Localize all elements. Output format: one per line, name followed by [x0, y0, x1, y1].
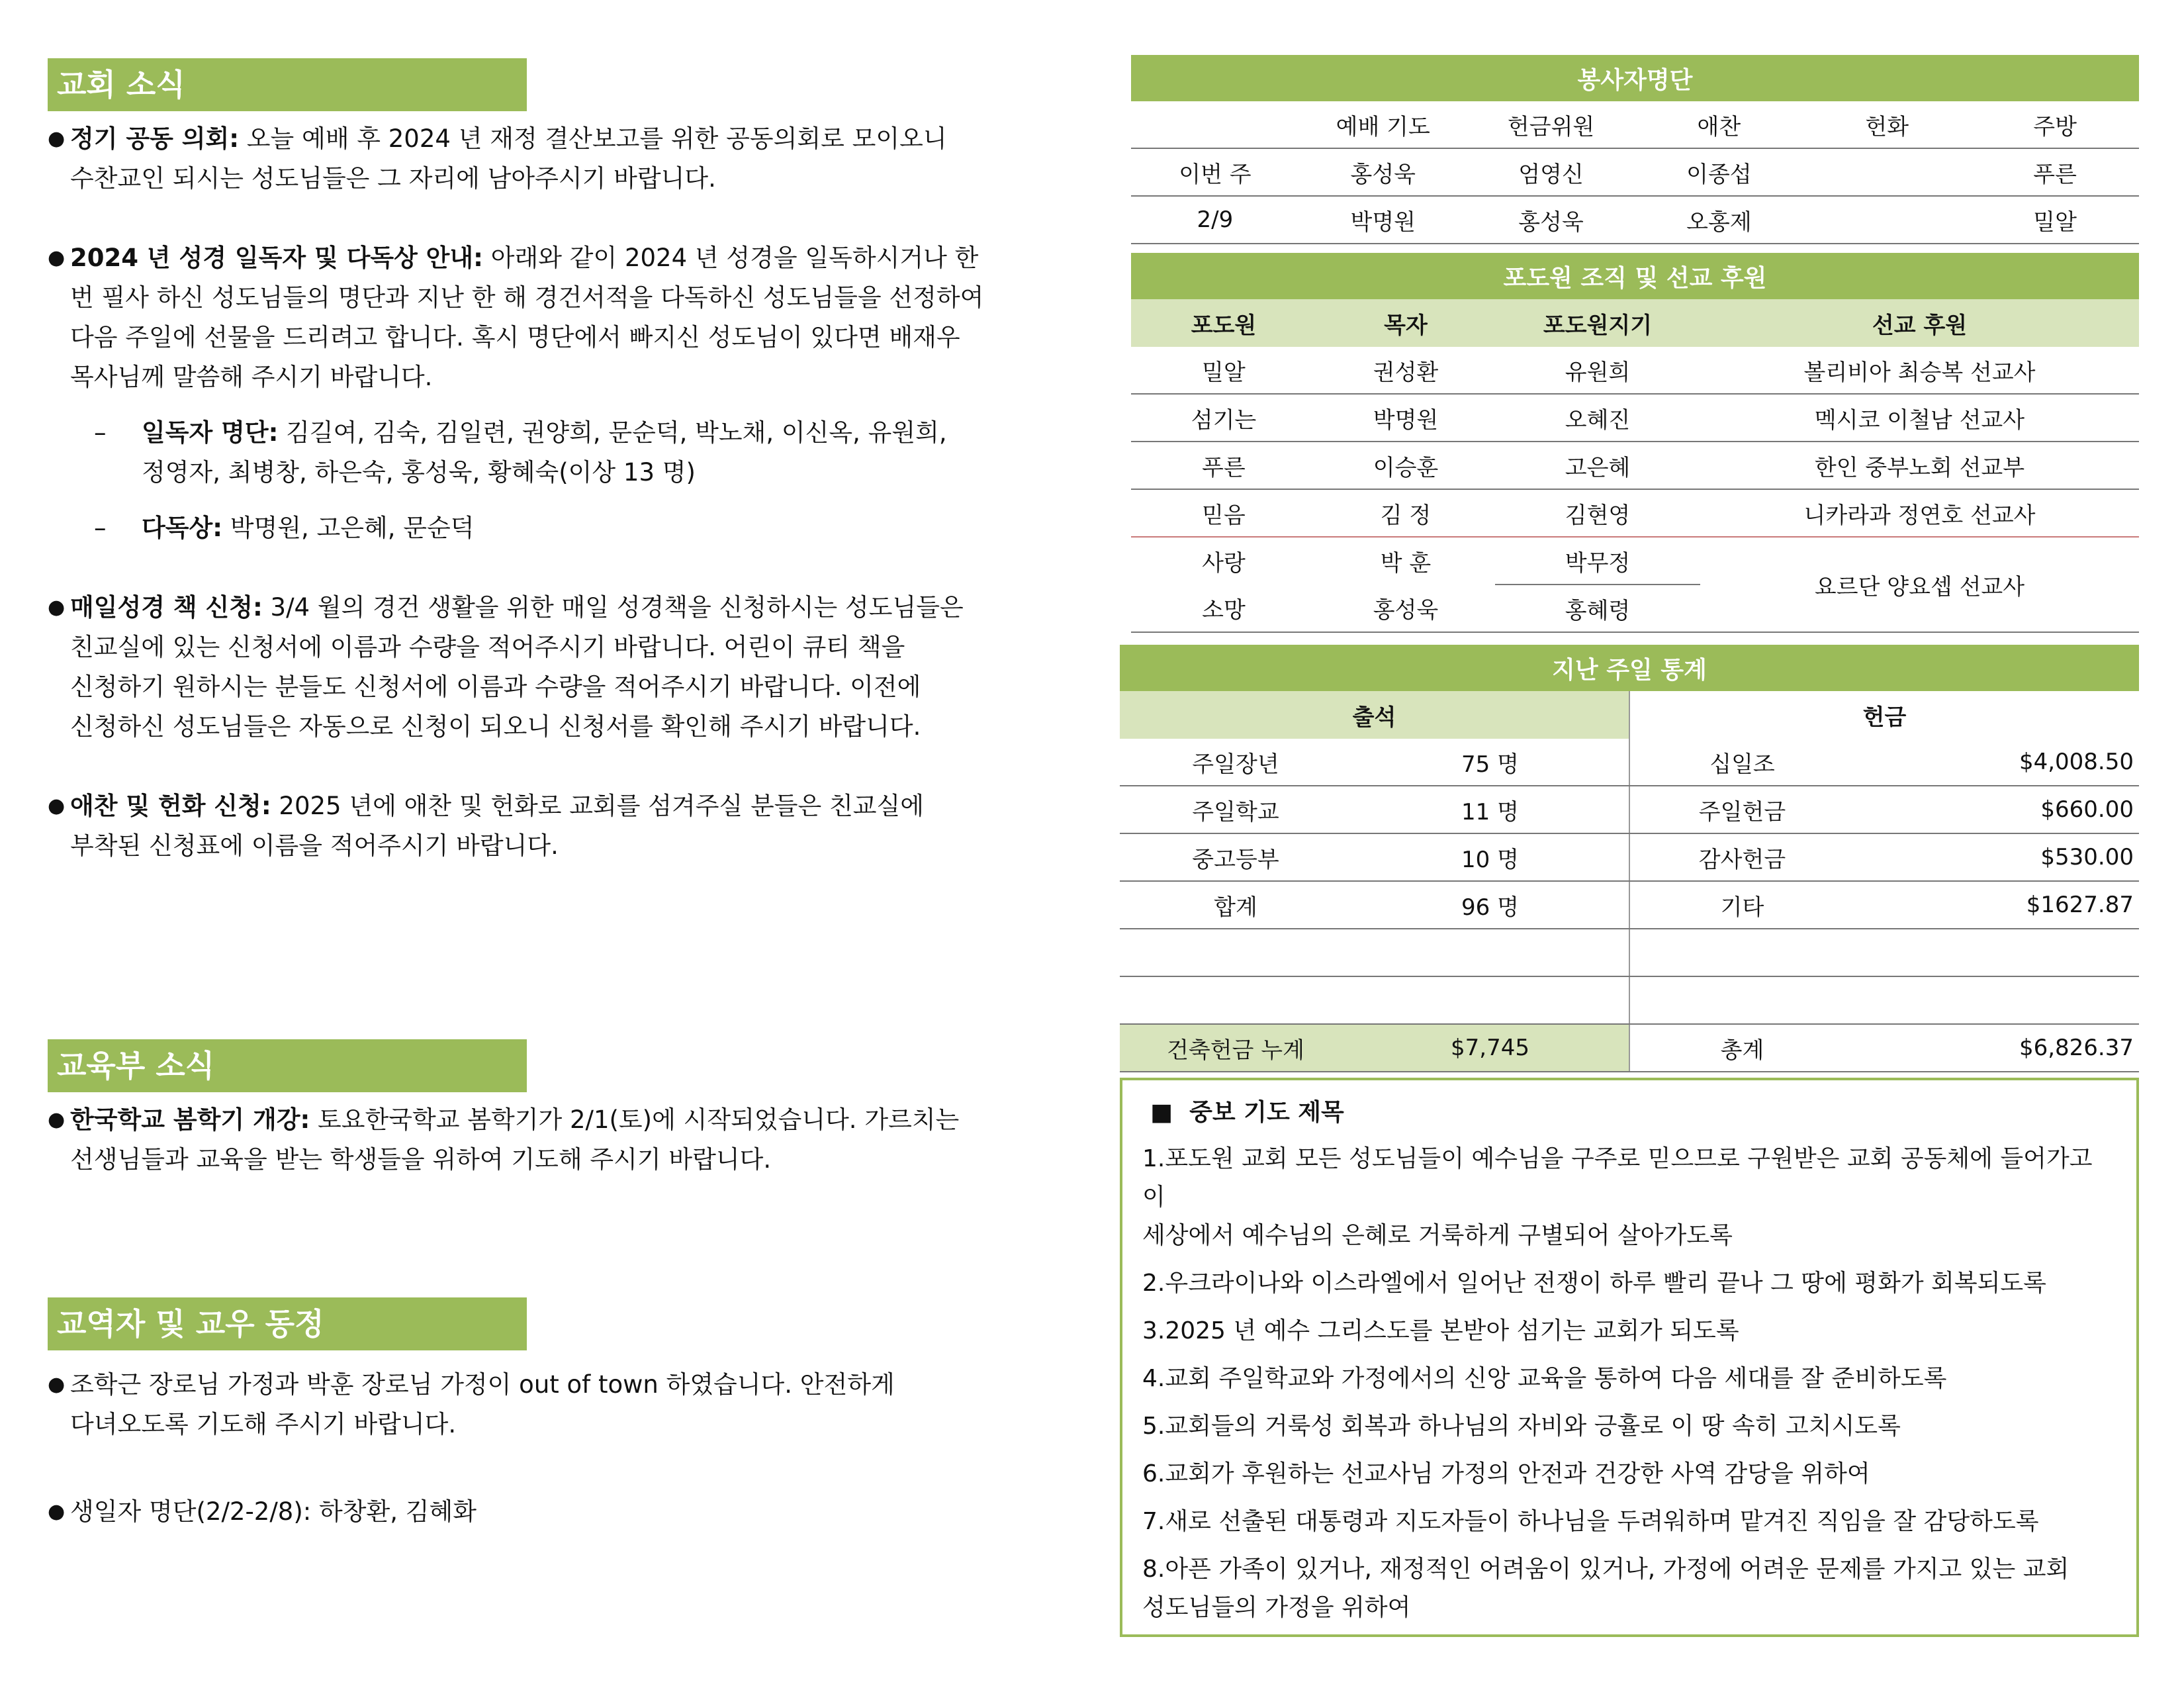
bullet-icon: ● [48, 794, 66, 818]
sub-item-readers-list: – 일독자 명단: 김길여, 김숙, 김일련, 권양희, 문순덕, 박노채, 이신옥, 유원희, 정영자, 최병창, 하은숙, 홍성욱, 황혜숙(이상 13 명) [48, 413, 1067, 492]
volunteers-table [1131, 55, 2139, 244]
prayer-item: 1.포도원 교회 모든 성도님들이 예수님을 구주로 믿으므로 구원받은 교회 공동체에 들어가고 이 세상에서 예수님의 은혜로 거룩하게 구별되어 살아가도록 [1142, 1145, 2093, 1249]
table-row: 주일학교 11 명 주일헌금 $660.00 [1120, 786, 2139, 833]
news-item-title: 애찬 및 헌화 신청: [70, 792, 271, 820]
bullet-icon: ● [48, 1500, 66, 1523]
volunteers-header: 애찬 [1635, 101, 1803, 148]
vineyard-header: 목자 [1316, 299, 1495, 347]
volunteers-header: 예배 기도 [1299, 101, 1467, 148]
square-bullet-icon: ■ [1150, 1099, 1173, 1126]
prayer-item: 8.아픈 가족이 있거나, 재정적인 어려움이 있거나, 가정에 어려운 문제를 가지고 있는 교회 성도님들의 가정을 위하여 [1142, 1556, 2070, 1621]
table-row: 주일장년 75 명 십일조 $4,008.50 [1120, 739, 2139, 786]
building-fund-value: $7,745 [1351, 1024, 1629, 1072]
table-row: 소망 홍성욱 홍혜령 [1131, 585, 2139, 632]
stats-total-row [1120, 1024, 2139, 1072]
news-item-title: 정기 공동 의회: [70, 124, 240, 153]
table-row: 믿음 김 정 김현영 니카라과 정연호 선교사 [1131, 489, 2139, 537]
table-row [1120, 976, 2139, 1024]
bullet-icon: ● [48, 1373, 66, 1396]
prayer-item: 4.교회 주일학교와 가정에서의 신앙 교육을 통하여 다음 세대를 잘 준비하도록 [1142, 1365, 1947, 1392]
education-news-heading: 교육부 소식 [48, 1039, 527, 1092]
news-item-out-of-town: ● 조학근 장로님 가정과 박훈 장로님 가정이 out of town 하였습니다. 안전하게 다녀오도록 기도해 주시기 바랍니다. [48, 1365, 1067, 1444]
vineyard-title: 포도원 조직 및 선교 후원 [1131, 253, 2139, 299]
left-column [48, 58, 1067, 1532]
church-news-heading: 교회 소식 [48, 58, 527, 111]
members-news-heading: 교역자 및 교우 동정 [48, 1297, 527, 1350]
prayer-item: 5.교회들의 거룩성 회복과 하나님의 자비와 긍휼로 이 땅 속히 고치시도록 [1142, 1413, 1901, 1440]
vineyard-header: 포도원 [1131, 299, 1316, 347]
total-label: 총계 [1629, 1024, 1854, 1072]
table-row: 밀알 권성환 유원희 볼리비아 최승복 선교사 [1131, 347, 2139, 394]
prayer-item: 3.2025 년 예수 그리스도를 본받아 섬기는 교회가 되도록 [1142, 1317, 1739, 1344]
news-item-daily-bible: ● 매일성경 책 신청: 3/4 월의 경건 생활을 위한 매일 성경책을 신청하시는 성도님들은 친교실에 있는 신청서에 이름과 수량을 적어주시기 바랍니다. 어린이 큐티 책을 신청하기 원하시는 분들도 신청서에 이름과 수량을 적어주시기 바랍니다. 이전에 신청하신 성도님들은 자동으로 신청이 되오니 신청서를 확인해 주시기 바랍니다. [48, 588, 1067, 747]
volunteers-header: 주방 [1971, 101, 2139, 148]
news-item-birthdays: ● 생일자 명단(2/2-2/8): 하창환, 김혜화 [48, 1492, 1067, 1532]
prayer-heading: ■ 중보 기도 제목 [1150, 1099, 1344, 1126]
volunteers-header [1131, 101, 1299, 148]
vineyard-header: 포도원지기 [1495, 299, 1700, 347]
merged-mission-cell: 요르단 양요셉 선교사 [1700, 537, 2139, 632]
vineyard-table [1131, 253, 2139, 633]
stats-title: 지난 주일 통계 [1120, 645, 2139, 691]
dash-icon: – [94, 514, 107, 542]
news-item-bible-reading: ● 2024 년 성경 일독자 및 다독상 안내: 아래와 같이 2024 년 성경을 일독하시거나 한 번 필사 하신 성도님들의 명단과 지난 한 해 경건서적을 다독하신 성도님들을 선정하여 다음 주일에 선물을 드리려고 합니다. 혹시 명단에서 빠지신 성도님이 있다면 배재우 목사님께 말씀해 주시기 바랍니다. [48, 238, 1067, 397]
news-item-fellowship-flowers: ● 애찬 및 헌화 신청: 2025 년에 애찬 및 헌화로 교회를 섬겨주실 분들은 친교실에 부착된 신청표에 이름을 적어주시기 바랍니다. [48, 786, 1067, 866]
building-fund-label: 건축헌금 누계 [1120, 1024, 1351, 1072]
volunteers-header: 헌금위원 [1467, 101, 1635, 148]
table-row: 푸른 이승훈 고은혜 한인 중부노회 선교부 [1131, 442, 2139, 489]
stats-table [1120, 645, 2139, 1072]
table-row [1120, 929, 2139, 976]
news-item-korean-school: ● 한국학교 봄학기 개강: 토요한국학교 봄학기가 2/1(토)에 시작되었습니다. 가르치는 선생님들과 교육을 받는 학생들을 위하여 기도해 주시기 바랍니다. [48, 1100, 1067, 1180]
table-row: 합계 96 명 기타 $1627.87 [1120, 881, 2139, 929]
vineyard-header: 선교 후원 [1700, 299, 2139, 347]
table-row: 중고등부 10 명 감사헌금 $530.00 [1120, 833, 2139, 881]
attendance-header: 출석 [1120, 691, 1629, 739]
bullet-icon: ● [48, 1108, 66, 1131]
prayer-item: 2.우크라이나와 이스라엘에서 일어난 전쟁이 하루 빨리 끝나 그 땅에 평화가 회복되도록 [1142, 1270, 2046, 1297]
dash-icon: – [94, 418, 107, 447]
news-item-title: 매일성경 책 신청: [70, 593, 263, 622]
sub-item-title: 다독상: [142, 514, 223, 542]
table-row: 이번 주 홍성욱 엄영신 이종섭 푸른 [1131, 148, 2139, 196]
bullet-icon: ● [48, 246, 66, 269]
table-row: 2/9 박명원 홍성욱 오홍제 밀알 [1131, 196, 2139, 244]
prayer-item: 7.새로 선출된 대통령과 지도자들이 하나님을 두려워하며 맡겨진 직임을 잘 감당하도록 [1142, 1508, 2039, 1535]
news-item-joint-council: ● 정기 공동 의회: 오늘 예배 후 2024 년 재정 결산보고를 위한 공동의회로 모이오니 수찬교인 되시는 성도님들은 그 자리에 남아주시기 바랍니다. [48, 119, 1067, 199]
volunteers-header: 헌화 [1803, 101, 1971, 148]
sub-item-book-award: – 다독상: 박명원, 고은혜, 문순덕 [48, 508, 1067, 548]
offering-header: 헌금 [1629, 691, 2139, 739]
table-row: 섬기는 박명원 오혜진 멕시코 이철남 선교사 [1131, 394, 2139, 442]
bullet-icon: ● [48, 596, 66, 619]
sub-item-title: 일독자 명단: [142, 418, 279, 447]
prayer-item: 6.교회가 후원하는 선교사님 가정의 안전과 건강한 사역 감당을 위하여 [1142, 1460, 1870, 1487]
total-value: $6,826.37 [1854, 1024, 2139, 1072]
news-item-title: 2024 년 성경 일독자 및 다독상 안내: [70, 244, 483, 272]
news-item-title: 한국학교 봄학기 개강: [70, 1105, 310, 1134]
prayer-requests-box [1120, 1078, 2139, 1637]
table-row: 사랑 박 훈 박무정 요르단 양요셉 선교사 [1131, 537, 2139, 585]
bullet-icon: ● [48, 127, 66, 150]
volunteers-title: 봉사자명단 [1131, 55, 2139, 101]
